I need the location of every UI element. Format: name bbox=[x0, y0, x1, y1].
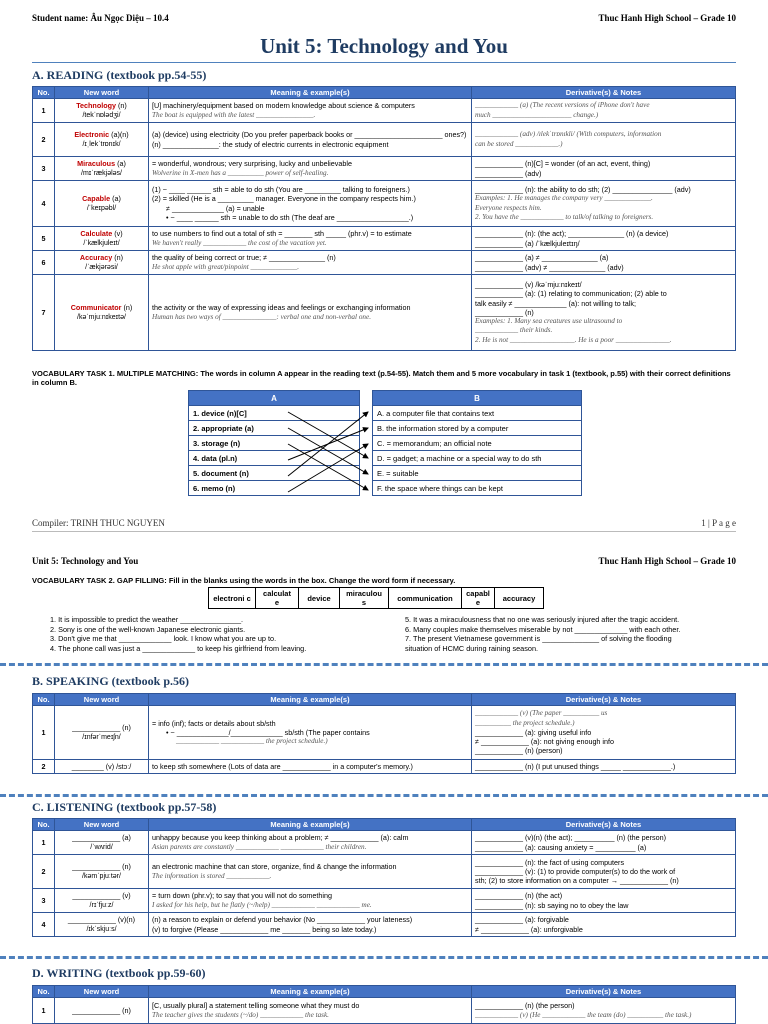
word-box-item: device bbox=[299, 588, 340, 609]
task1-instructions: VOCABULARY TASK 1. MULTIPLE MATCHING: The words in column A appear in the reading text (p.54-55). Match them and 5 more vocabulary in task 1 (textbook, p.55) with their correct definitions in column B. bbox=[32, 369, 731, 387]
list-item: 2. Sony is one of the well-known Japanese electronic giants. bbox=[50, 624, 246, 634]
student-name: Student name: Âu Ngọc Diệu – 10.4 bbox=[32, 13, 169, 23]
list-item: B. the information stored by a computer bbox=[373, 421, 582, 436]
column-a-header: A bbox=[189, 391, 360, 406]
table-row: 1 ____________ (n) /ɪnfərˈmeɪʃn/ = info (inf); facts or details about sb/sth • ~ _____________/_____________ sb/sth (The paper contains ____________ ____________ the project schedule.) ____________ (v) (The paper __________ us __________ the project schedule.) ____________ (a): giving useful info ≠ ____________ (a): not giving enough info ____________ (n) (person) bbox=[33, 706, 736, 760]
list-item: A. a computer file that contains text bbox=[373, 406, 582, 421]
list-item: 1. It is impossible to predict the weather _______________. bbox=[50, 615, 244, 624]
table-row: 3 ____________ (v) /rɪˈfjuːz/ = turn down (phr.v); to say that you will not do something I asked for his help, but he flatly (~/help) ____________ ____________ me. ____________ (n) (the act) ____________ (n): sb saying no to obey the law bbox=[33, 889, 736, 913]
list-item: 3. storage (n) bbox=[189, 436, 360, 451]
listening-heading: C. LISTENING (textbook pp.57-58) bbox=[32, 800, 217, 814]
table-row: 1 Technology (n) /tekˈnɒlədʒi/ [U] machinery/equipment based on modern knowledge about science & computers The boat is equipped with the latest ________________. ____________ (a) (The recent versions of iPhone don't have much ______________________ change.) bbox=[33, 99, 736, 123]
list-item: 1. device (n)[C] bbox=[189, 406, 360, 421]
list-item: 6. Many couples make themselves miserable by not _____________ with each other. bbox=[405, 624, 681, 634]
list-item: 6. memo (n) bbox=[189, 481, 360, 496]
speaking-table: No. New word Meaning & example(s) Derivative(s) & Notes 1 ____________ (n) /ɪnfərˈmeɪʃn/ = info (inf); facts or details about sb/sth • ~ _____________/_____________ sb/sth (The paper contains ____________ ____________ the project schedule.) ____________ (v) (The paper __________ us __________ the project schedule.) ____________ (a): giving useful info ≠ ____________ (a): not giving enough info ____________ (n) (person) 2 ________ (v) /stɔː/ to keep sth somewhere (Lots of data are ____________ in a computer's memory.) ____________ (n) (I put unused things _____ ____________.) bbox=[32, 693, 736, 774]
word-box-item: accuracy bbox=[495, 588, 544, 609]
list-item: C. = memorandum; an official note bbox=[373, 436, 582, 451]
table-row: 7 Communicator (n) /kəˈmjuːnɪkeɪtə/ the activity or the way of expressing ideas and feelings or exchanging information Human has two ways of _______________: verbal one and non-verbal one. ____________ (v) /kəˈmjuːnɪkeɪt/ ____________ (a): (1) relating to communication; (2) able to talk easily ≠ _____________ (a): not willing to talk; ____________ (n) Examples: 1. Many sea creatures use ultrasound to ____________ their kinds. 2. He is not __________________. He is a poor _______________. bbox=[33, 275, 736, 351]
page-title: Unit 5: Technology and You bbox=[260, 34, 508, 58]
table-row: 2 Electronic (a)(n) /ɪˌlekˈtrɒnɪk/ (a) (device) using electricity (Do you prefer paperback books or ______________________ ones?) (n) ______________: the study of electric currents in electronic equipment ____________ (adv) /ɪlekˈtrɒnɪkli/ (With computers, information can be stored ____________.) bbox=[33, 123, 736, 157]
task2-sentences-right bbox=[405, 615, 680, 653]
table-row: 4 Capable (a) /ˈkeɪpəbl/ (1) ~ ____ ______ sth = able to do sth (You are _________ talking to foreigners.) (2) = skilled (He is a _________ manager. Everyone in the company respects him.) ≠ _____________ (a) = unable • ~ ____ ______ sth = unable to do sth (The deaf are __________________.) ____________ (n): the ability to do sth; (2) _______________ (adv) Examples: 1. He manages the company very _____________. Everyone respects him. 2. You have the ____________ to talk/of talking to foreigners. bbox=[33, 181, 736, 227]
writing-heading: D. WRITING (textbook pp.59-60) bbox=[32, 966, 206, 980]
section-divider bbox=[0, 956, 768, 959]
list-item: 4. The phone call was just a _____________ to keep his girlfriend from leaving. bbox=[50, 643, 307, 653]
table-row: 2 ________ (v) /stɔː/ to keep sth somewhere (Lots of data are ____________ in a computer's memory.) ____________ (n) (I put unused things _____ ____________.) bbox=[33, 760, 736, 774]
title-rule bbox=[32, 62, 736, 63]
table-row: 6 Accuracy (n) /ˈækjərəsi/ the quality of being correct or true; ≠ ______________ (n) He shot apple with great/pinpoint _____________. ____________ (a) ≠ ______________ (a) ____________ (adv) ≠ ______________ (adv) bbox=[33, 251, 736, 275]
col-no: No. bbox=[33, 87, 55, 99]
word-box-item: miraculou s bbox=[340, 588, 389, 609]
word-box-item: communication bbox=[389, 588, 462, 609]
col-meaning: Meaning & example(s) bbox=[149, 87, 472, 99]
table-row: 2 ____________ (n) /kəmˈpjuːtər/ an electronic machine that can store, organize, find & change the information The information is stored ____________. ____________ (n): the fact of using computers ____________ (v): (1) to provide computer(s) to do the work of sth; (2) to store information on a computer → ____________ (n) bbox=[33, 855, 736, 889]
page-header bbox=[32, 13, 736, 23]
speaking-heading: B. SPEAKING (textbook p.56) bbox=[32, 674, 190, 688]
table-row: 1 ____________ (a) /ˈwʌrid/ unhappy because you keep thinking about a problem; ≠ ____________ (a): calm Asian parents are constantly ____________ ____________ their children. ____________ (v)(n) (the act); __________ (n) (the person) ____________ (a): causing anxiety = __________ (a) bbox=[33, 831, 736, 855]
list-item: 5. document (n) bbox=[189, 466, 360, 481]
reading-table bbox=[32, 86, 736, 351]
listening-table: No. New word Meaning & example(s) Derivative(s) & Notes 1 ____________ (a) /ˈwʌrid/ unhappy because you keep thinking about a problem; ≠ ____________ (a): calm Asian parents are constantly ____________ ____________ their children. ____________ (v)(n) (the act); __________ (n) (the person) ____________ (a): causing anxiety = __________ (a) 2 ____________ (n) /kəmˈpjuːtər/ an electronic machine that can store, organize, find & change the information The information is stored ____________. ____________ (n): the fact of using computers ____________ (v): (1) to provide computer(s) to do the work of sth; (2) to store information on a computer → ____________ (n) 3 ____________ (v) /rɪˈfjuːz/ = turn down (phr.v); to say that you will not do something I asked for his help, but he flatly (~/help) ____________ ____________ me. ____________ (n) (the act) ____________ (n): sb saying no to obey the law 4 ____________ (v)(n) /ɪkˈskjuːs/ (n) a reason to explain or defend your behavior (No ____________ your lateness) (v) to forgive (Please ____________ me _______ being so late today.) ____________ (a): forgivable ≠ ____________ (a): unforgivable bbox=[32, 818, 736, 937]
word-box bbox=[208, 587, 544, 609]
list-item: 4. data (pl.n) bbox=[189, 451, 360, 466]
list-item: 5. It was a miraculousness that no one was seriously injured after the tragic accident. bbox=[405, 615, 680, 624]
page-header-2 bbox=[32, 556, 736, 566]
task2-instructions: VOCABULARY TASK 2. GAP FILLING: Fill in the blanks using the words in the box. Change the word form if necessary. bbox=[32, 576, 456, 585]
table-row: 4 ____________ (v)(n) /ɪkˈskjuːs/ (n) a reason to explain or defend your behavior (No ____________ your lateness) (v) to forgive (Please ____________ me _______ being so late today.) ____________ (a): forgivable ≠ ____________ (a): unforgivable bbox=[33, 913, 736, 937]
school-name: Thuc Hanh High School – Grade 10 bbox=[598, 556, 736, 566]
footer-rule bbox=[32, 531, 736, 532]
reading-heading: A. READING (textbook pp.54-55) bbox=[32, 68, 207, 82]
list-item: E. = suitable bbox=[373, 466, 582, 481]
col-word: New word bbox=[55, 87, 149, 99]
list-item: 2. appropriate (a) bbox=[189, 421, 360, 436]
list-item: situation of HCMC during raining season. bbox=[405, 643, 539, 653]
page-footer bbox=[32, 518, 736, 528]
column-b-header: B bbox=[373, 391, 582, 406]
matching-arrows bbox=[280, 404, 380, 500]
school-name: Thuc Hanh High School – Grade 10 bbox=[598, 13, 736, 23]
task2-sentences-left bbox=[50, 615, 306, 653]
list-item: 3. Don't give me that _____________ look. I know what you are up to. bbox=[50, 634, 277, 643]
table-row: 5 Calculate (v) /ˈkælkjuleɪt/ to use numbers to find out a total of sth = _______ sth _____ (phr.v) = to estimate We haven't really ____________ the cost of the vacation yet. ____________ (n): (the act); ______________ (n) (a device) ____________ (a) /ˈkælkjuleɪtɪŋ/ bbox=[33, 227, 736, 251]
section-divider bbox=[0, 663, 768, 666]
list-item: D. = gadget; a machine or a special way to do sth bbox=[373, 451, 582, 466]
compiler-name: Compiler: TRINH THUC NGUYEN bbox=[32, 518, 165, 528]
section-divider bbox=[0, 794, 768, 797]
arrow-line bbox=[288, 412, 368, 476]
table-row: 1 ____________ (n) [C, usually plural] a statement telling someone what they must do The teacher gives the students (~/do) ____________ the task. ____________ (n) (the person) ____________ (v) (He ____________ the team (do) __________ the task.) bbox=[33, 998, 736, 1024]
word-box-item: capabl e bbox=[462, 588, 495, 609]
list-item: 7. The present Vietnamese government is ______________ of solving the flooding bbox=[405, 634, 672, 643]
word-box-item: electroni c bbox=[209, 588, 256, 609]
page-number: 1 | P a g e bbox=[701, 518, 736, 528]
task1-column-b bbox=[372, 390, 582, 496]
col-deriv: Derivative(s) & Notes bbox=[472, 87, 736, 99]
list-item: F. the space where things can be kept bbox=[373, 481, 582, 496]
word-box-item: calculat e bbox=[256, 588, 299, 609]
writing-table: No. New word Meaning & example(s) Derivative(s) & Notes 1 ____________ (n) [C, usually plural] a statement telling someone what they must do The teacher gives the students (~/do) ____________ the task. ____________ (n) (the person) ____________ (v) (He ____________ the team (do) __________ the task.) bbox=[32, 985, 736, 1024]
table-row: 3 Miraculous (a) /mɪˈrækjələs/ = wonderful, wondrous; very surprising, lucky and unbelievable Wolverine in X-men has a __________ power of self-healing. ____________ (n)[C] = wonder (of an act, event, thing) ____________ (adv) bbox=[33, 157, 736, 181]
unit-name: Unit 5: Technology and You bbox=[32, 556, 139, 566]
